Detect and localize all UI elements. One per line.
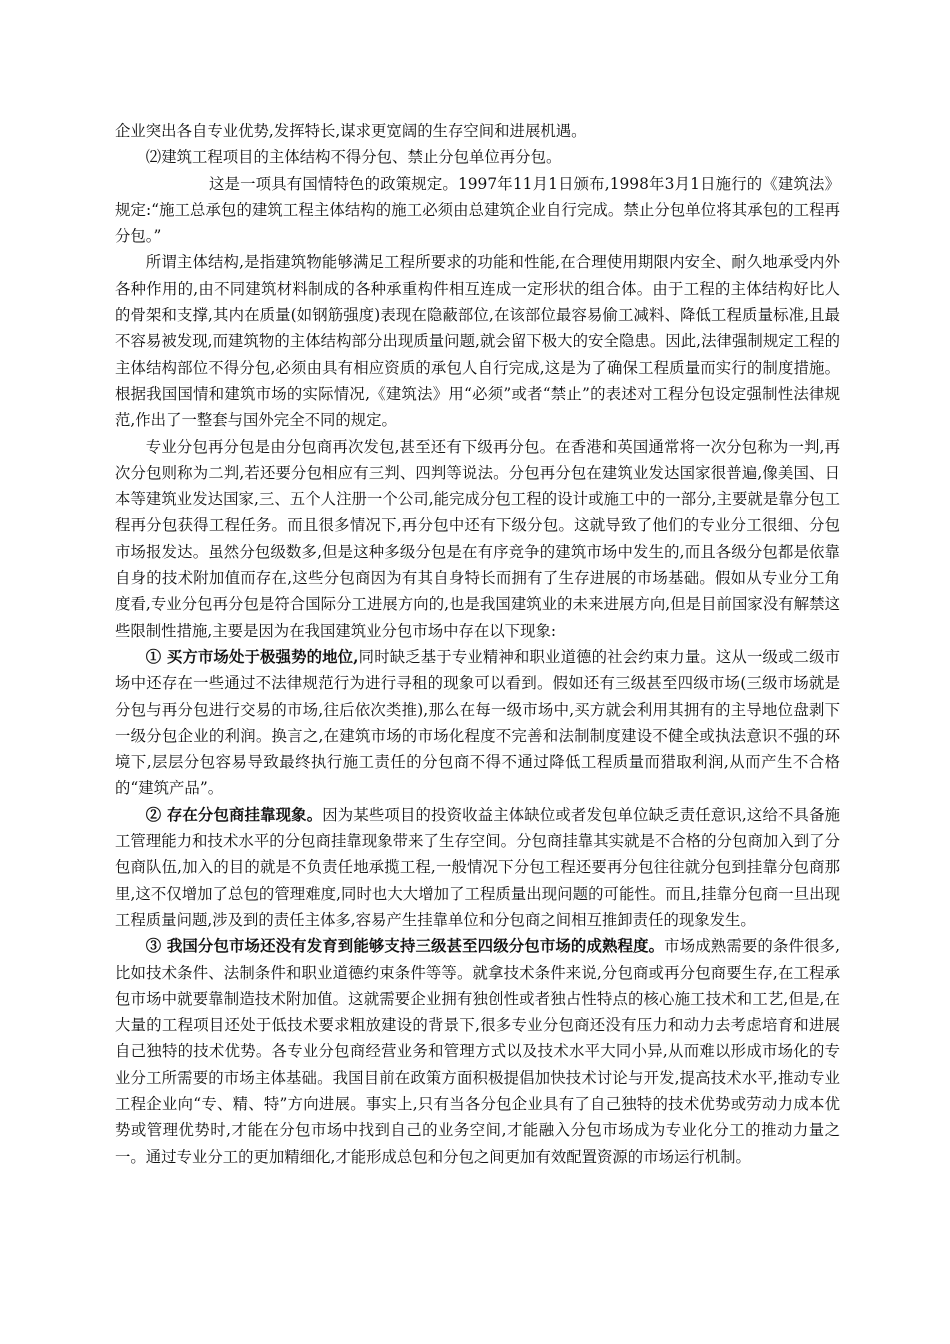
point-3-text: 市场成熟需要的条件很多,比如技术条件、法制条件和职业道德约束条件等等。就拿技术条件来说,分包商或再分包商要生存,在工程承包市场中就要靠制造技术附加值。这就需要企业拥有独创性或者独占性特点的核心施工技术和工艺,但是,在大量的工程项目还处于低技术要求粗放建设的背景下,很多专业分包商还没有压力和动力去考虑培育和进展自己独特的技术优势。各专业分包商经营业务和管理方式以及技术水平大同小异,从而难以形成市场化的专业分工所需要的市场主体基础。我国目前在政策方面积极提倡加快技术讨论与开发,提高技术水平,推动专业工程企业向“专、精、特”方向进展。事实上,只有当各分包企业具有了自己独特的技术优势或劳动力成本优势或管理优势时,才能在分包市场中找到自己的业务空间,才能融入分包市场成为专业化分工的推动力量之一。通过专业分工的更加精细化,才能形成总包和分包之间更加有效配置资源的市场运行机制。: [115, 937, 840, 1166]
paragraph-main-structure: 所谓主体结构,是指建筑物能够满足工程所要求的功能和性能,在合理使用期限内安全、耐久地承受内外各种作用的,由不同建筑材料制成的各种承重构件相互连成一定形状的组合体。由于工程的主体结构好比人的骨架和支撑,其内在质量(如钢筋强度)表现在隐蔽部位,在该部位最容易偷工减料、降低工程质量标准,且最不容易被发现,而建筑物的主体结构部分出现质量问题,就会留下极大的安全隐患。因此,法律强制规定工程的主体结构部位不得分包,必须由具有相应资质的承包人自行完成,这是为了确保工程质量而实行的制度措施。根据我国国情和建筑市场的实际情况,《建筑法》用“必须”或者“禁止”的表述对工程分包设定强制性法律规范,作出了一整套与国外完全不同的规定。: [115, 253, 840, 430]
paragraph-subcontract: 专业分包再分包是由分包商再次发包,甚至还有下级再分包。在香港和英国通常将一次分包称为一判,再次分包则称为二判,若还要分包相应有三判、四判等说法。分包再分包在建筑业发达国家很普遍,像美国、日本等建筑业发达国家,三、五个人注册一个公司,能完成分包工程的设计或施工中的一部分,主要就是靠分包工程再分包获得工程任务。而且很多情况下,再分包中还有下级分包。这就导致了他们的专业分工很细、分包市场报发达。虽然分包级数多,但是这种多级分包是在有序竞争的建筑市场中发生的,而且各级分包都是依靠自身的技术附加值而存在,这些分包商因为有其自身特长而拥有了生存进展的市场基础。假如从专业分工角度看,专业分包再分包是符合国际分工进展方向的,也是我国建筑业的未来进展方向,但是目前国家没有解禁这些限制性措施,主要是因为在我国建筑业分包市场中存在以下现象:: [115, 437, 840, 640]
document-body: [115, 118, 840, 1170]
paragraph-continuation: 企业突出各自专业优势,发挥特长,谋求更宽阔的生存空间和进展机遇。: [115, 122, 587, 140]
paragraph-heading-2: ⑵建筑工程项目的主体结构不得分包、禁止分包单位再分包。: [145, 148, 562, 167]
point-3-heading: ③ 我国分包市场还没有发育到能够支持三级甚至四级分包市场的成熟程度。: [145, 937, 665, 956]
paragraph-point-1: [115, 644, 840, 802]
point-1-heading: ① 买方市场处于极强势的地位,: [145, 647, 359, 666]
paragraph-point-2: [115, 802, 840, 933]
point-2-text: 因为某些项目的投资收益主体缺位或者发包单位缺乏责任意识,这给不具备施工管理能力和技术水平的分包商挂靠现象带来了生存空间。分包商挂靠其实就是不合格的分包商加入到了分包商队伍,加入的目的就是不负责任地承揽工程,一般情况下分包工程还要再分包往往就分包到挂靠分包商那里,这不仅增加了总包的管理难度,同时也大大增加了工程质量出现问题的可能性。而且,挂靠分包商一旦出现工程质量问题,涉及到的责任主体多,容易产生挂靠单位和分包商之间相互推卸责任的现象发生。: [115, 805, 840, 929]
paragraph-point-3: [115, 933, 840, 1170]
point-1-text: 同时缺乏基于专业精神和职业道德的社会约束力量。这从一级或二级市场中还存在一些通过不法律规范行为进行寻租的现象可以看到。假如还有三级甚至四级市场(三级市场就是分包与再分包进行交易的市场,往后依次类推),那么在每一级市场中,买方就会利用其拥有的主导地位盘剥下一级分包企业的利润。换言之,在建筑市场的市场化程度不完善和法制制度建设不健全或执法意识不强的环境下,层层分包容易导致最终执行施工责任的分包商不得不通过降低工程质量而猎取利润,从而产生不合格的“建筑产品”。: [115, 647, 840, 798]
paragraph-law-quote: 这是一项具有国情特色的政策规定。1997年11月1日颁布,1998年3月1日施行的《建筑法》规定:“施工总承包的建筑工程主体结构的施工必须由总建筑企业自行完成。禁止分包单位将其承包的工程再分包。”: [115, 174, 840, 246]
point-2-heading: ② 存在分包商挂靠现象。: [145, 805, 323, 824]
